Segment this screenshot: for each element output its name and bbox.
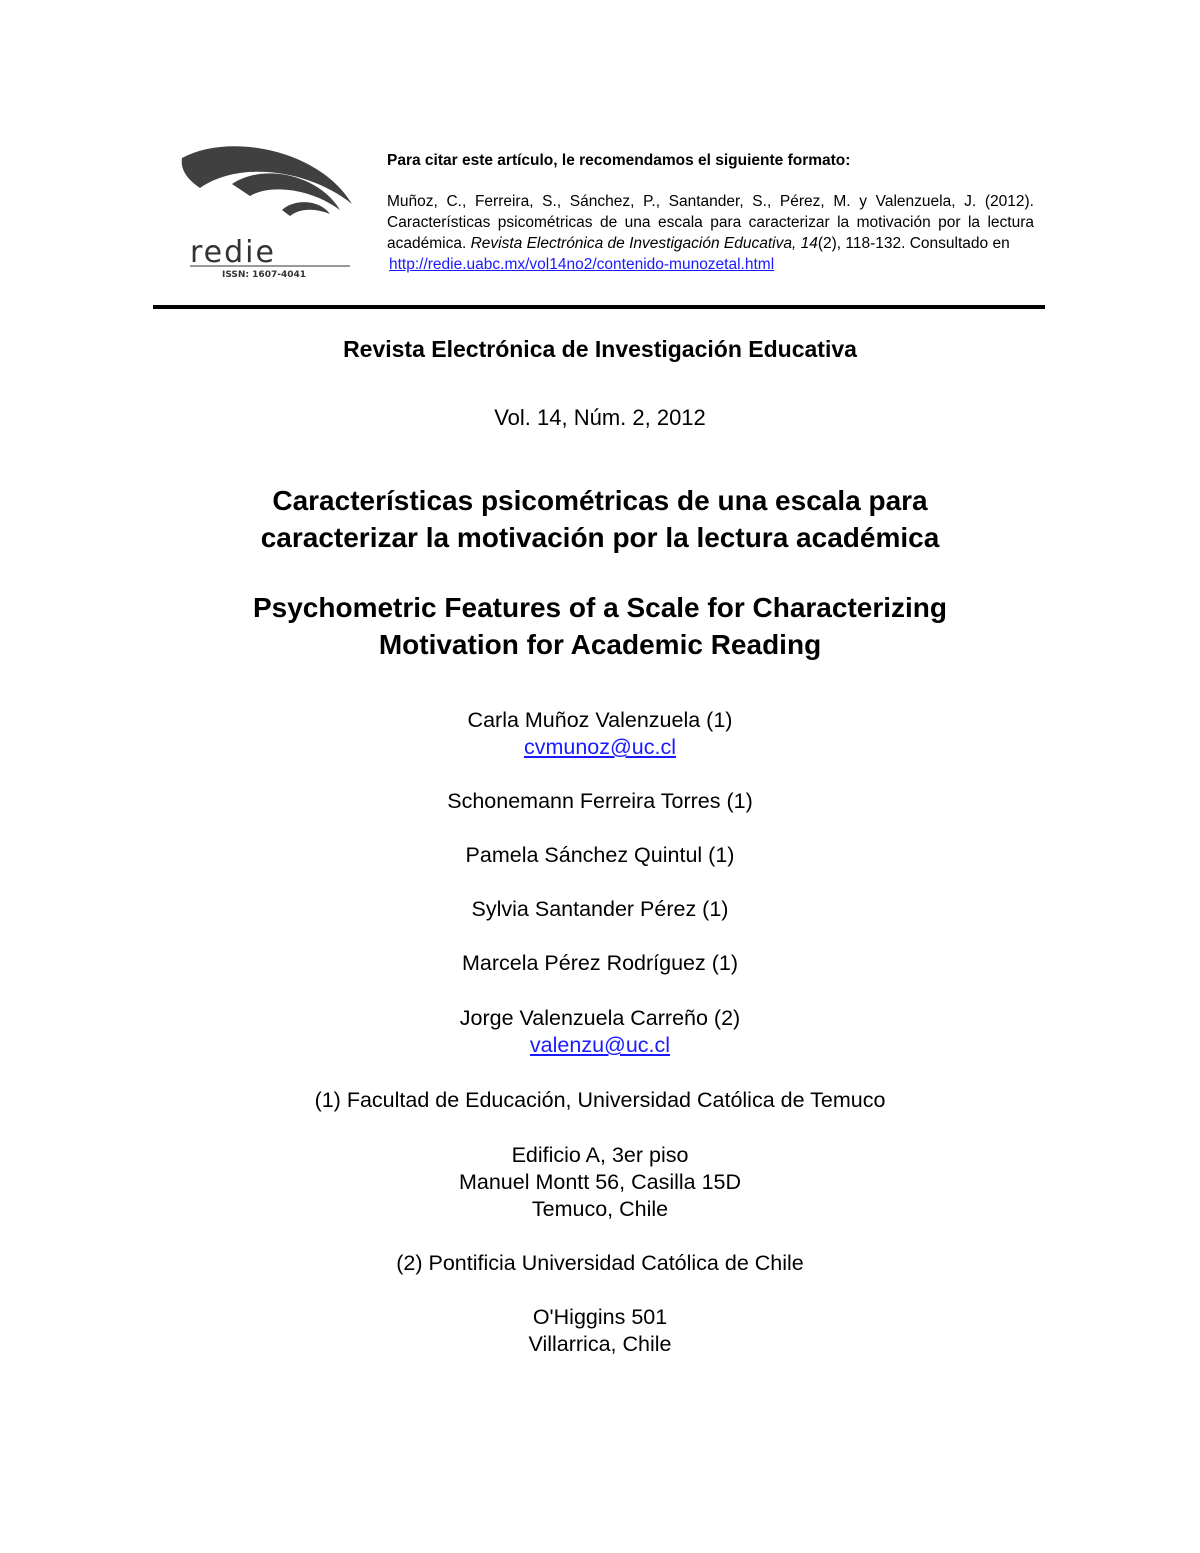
author-name: Marcela Pérez Rodríguez (1) [461,951,739,975]
title-english [0,589,1200,663]
address-line: O'Higgins 501 [532,1305,668,1329]
author-name: Jorge Valenzuela Carreño (2) [459,1006,741,1030]
author-5 [0,950,1200,977]
citation-authors: Muñoz, C., Ferreira, S., Sánchez, P., Santander, S., Pérez, M. y Valenzuela, J. (2012). Características psicométricas de una escala para caracterizar la motivación por la lectura académica. [387,193,1034,252]
citation-heading: Para citar este artículo, le recomendamos el siguiente formato: [387,152,851,169]
citation-sep: , [791,235,801,252]
title-spanish-line2: caracterizar la motivación por la lectura académica [260,522,940,553]
citation-url-link[interactable]: http://redie.uabc.mx/vol14no2/contenido-munozetal.html [389,256,775,273]
author-name: Schonemann Ferreira Torres (1) [447,789,753,813]
logo-wordmark: redie [190,235,276,270]
author-4 [0,896,1200,923]
title-english-line1: Psychometric Features of a Scale for Characterizing [252,592,948,623]
citation-journal: Revista Electrónica de Investigación Educativa [470,235,792,252]
address-line: Manuel Montt 56, Casilla 15D [458,1170,742,1194]
author-1 [0,707,1200,761]
affiliation-1-label: (1) Facultad de Educación, Universidad Católica de Temuco [314,1088,886,1112]
author-3 [0,842,1200,869]
author-6 [0,1005,1200,1059]
volume-issue: Vol. 14, Núm. 2, 2012 [494,405,706,430]
affiliation-2-label: (2) Pontificia Universidad Católica de Chile [396,1251,804,1275]
author-email-link[interactable]: valenzu@uc.cl [529,1033,671,1057]
journal-name: Revista Electrónica de Investigación Educativa [343,336,857,362]
address-line: Villarrica, Chile [528,1332,672,1356]
address-line: Edificio A, 3er piso [511,1143,689,1167]
title-english-line2: Motivation for Academic Reading [378,629,822,660]
citation-pages: (2), 118-132. Consultado en [817,235,1010,252]
address-line: Temuco, Chile [531,1197,669,1221]
title-spanish-line1: Características psicométricas de una escala para [272,485,928,516]
author-email-link[interactable]: cvmunoz@uc.cl [523,735,677,759]
header-divider [153,305,1045,309]
title-spanish [0,482,1200,556]
author-name: Carla Muñoz Valenzuela (1) [467,708,733,732]
citation-reference [387,191,1034,275]
redie-logo [170,140,360,285]
author-name: Pamela Sánchez Quintul (1) [465,843,735,867]
affiliation-2-address [0,1304,1200,1358]
citation-volume: 14 [800,235,818,252]
author-name: Sylvia Santander Pérez (1) [471,897,729,921]
author-2 [0,788,1200,815]
logo-issn: ISSN: 1607-4041 [222,270,307,280]
citation-block [387,150,1034,275]
affiliation-1-address [0,1142,1200,1223]
